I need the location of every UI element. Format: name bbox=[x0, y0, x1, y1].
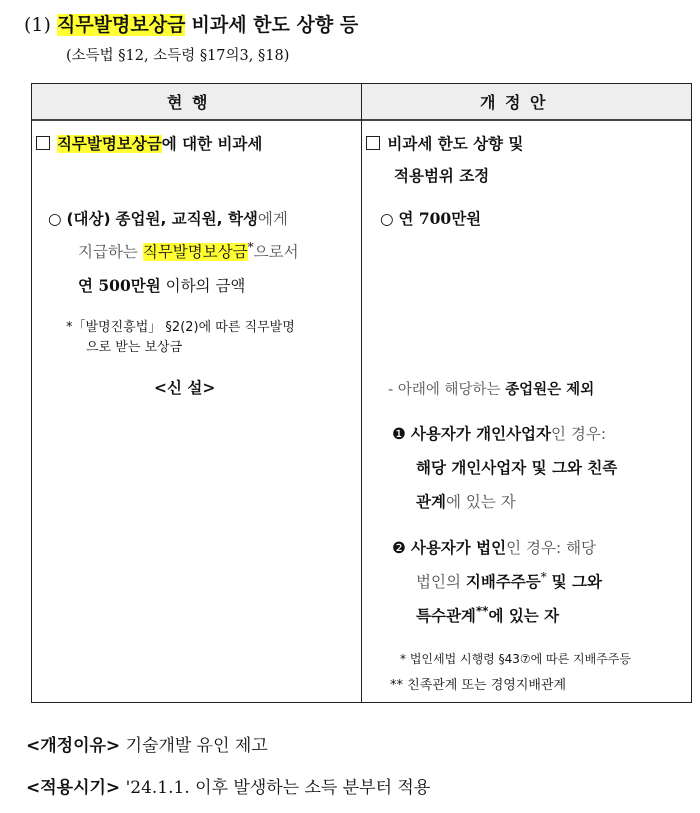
law-references: (소득법 §12, 소득령 §17의3, §18) bbox=[66, 48, 290, 64]
target-suffix: 에게 bbox=[257, 210, 288, 228]
heading-highlight: 직무발명보상금 bbox=[56, 14, 186, 36]
revision-box-line1: 비과세 한도 상향 및 bbox=[387, 134, 524, 153]
item2-line2-suffix: 및 그와 bbox=[551, 573, 602, 592]
current-footnote-1: *「발명진흥법」 §2(2)에 따른 직무발명 bbox=[66, 320, 295, 335]
item2-line2-bold: 지배주주등 bbox=[465, 573, 541, 592]
line2-suffix: 으로서 bbox=[253, 243, 299, 262]
timing-line bbox=[26, 773, 430, 798]
exclusion-prefix: - 아래에 해당하는 bbox=[388, 382, 501, 398]
timing-text: '24.1.1. 이후 발생하는 소득 분부터 적용 bbox=[125, 778, 431, 798]
section-heading bbox=[24, 10, 358, 37]
heading-title: 비과세 한도 상향 등 bbox=[191, 14, 359, 36]
current-target-line bbox=[48, 207, 288, 229]
item1-line3 bbox=[416, 490, 516, 512]
line2-prefix: 지급하는 bbox=[78, 243, 138, 262]
item1-line3-rest: 에 있는 자 bbox=[445, 493, 516, 511]
exclusion-line bbox=[388, 378, 594, 399]
revision-box-item bbox=[366, 132, 523, 154]
current-box-item bbox=[36, 132, 262, 154]
current-box-highlight: 직무발명보상금 bbox=[56, 135, 162, 153]
number-1-icon: ❶ bbox=[392, 425, 406, 443]
amount-500: 연 500만원 bbox=[78, 276, 161, 295]
current-line2 bbox=[78, 240, 299, 262]
item2-line2 bbox=[416, 570, 602, 592]
item2-line2-star: * bbox=[540, 570, 547, 584]
amount-700: 연 700만원 bbox=[398, 209, 482, 228]
exclusion-bold: 종업원은 제외 bbox=[505, 382, 595, 398]
new-provision-tag: <신 설> bbox=[154, 378, 216, 397]
header-current: 현 행 bbox=[167, 93, 210, 112]
item2-line3-bold: 특수관계 bbox=[416, 607, 476, 626]
number-2-icon: ❷ bbox=[392, 539, 406, 557]
current-footnote-2: 으로 받는 보상금 bbox=[86, 340, 183, 355]
revision-footnote-1: * 법인세법 시행령 §43⑦에 따른 지배주주등 bbox=[400, 652, 631, 666]
timing-label: <적용시기> bbox=[26, 778, 121, 798]
item1-line3-bold: 관계 bbox=[416, 493, 446, 511]
item2-line3-star: ** bbox=[475, 604, 489, 618]
revision-footnote-2: ** 친족관계 또는 경영지배관계 bbox=[390, 678, 567, 693]
header-revision: 개 정 안 bbox=[480, 93, 548, 112]
current-line3 bbox=[78, 274, 245, 296]
item2-line2-prefix: 법인의 bbox=[416, 573, 461, 592]
item2-line3 bbox=[416, 604, 559, 626]
line2-star: * bbox=[247, 240, 254, 254]
target-subjects: 종업원, 교직원, 학생 bbox=[115, 210, 258, 228]
bullet-circle: ○ bbox=[48, 210, 62, 228]
item2-rest: 인 경우: 해당 bbox=[506, 539, 597, 557]
item2-line1 bbox=[392, 536, 596, 558]
section-number: (1) bbox=[24, 14, 51, 36]
line3-rest: 이하의 금액 bbox=[165, 277, 246, 295]
reason-text: 기술개발 유인 제고 bbox=[125, 736, 268, 756]
bullet-circle: ○ bbox=[380, 210, 394, 228]
item1-rest: 인 경우: bbox=[551, 425, 607, 443]
revision-box-line2: 적용범위 조정 bbox=[394, 166, 490, 185]
item2-bold: 사용자가 법인 bbox=[410, 538, 507, 557]
item2-line3-rest: 에 있는 자 bbox=[488, 607, 560, 626]
item1-line2: 해당 개인사업자 및 그와 친족 bbox=[416, 459, 618, 477]
checkbox-square-icon bbox=[366, 136, 380, 150]
line2-highlight: 직무발명보상금 bbox=[142, 243, 248, 262]
current-box-text: 에 대한 비과세 bbox=[161, 134, 263, 153]
item1-bold: 사용자가 개인사업자 bbox=[410, 425, 551, 443]
reason-label: <개정이유> bbox=[26, 736, 121, 756]
target-label: (대상) bbox=[66, 210, 111, 228]
column-divider bbox=[361, 84, 362, 702]
reason-line bbox=[26, 731, 268, 756]
comparison-table bbox=[31, 83, 692, 703]
revision-amount-line bbox=[380, 207, 481, 229]
item1-line1 bbox=[392, 422, 606, 444]
checkbox-square-icon bbox=[36, 136, 50, 150]
